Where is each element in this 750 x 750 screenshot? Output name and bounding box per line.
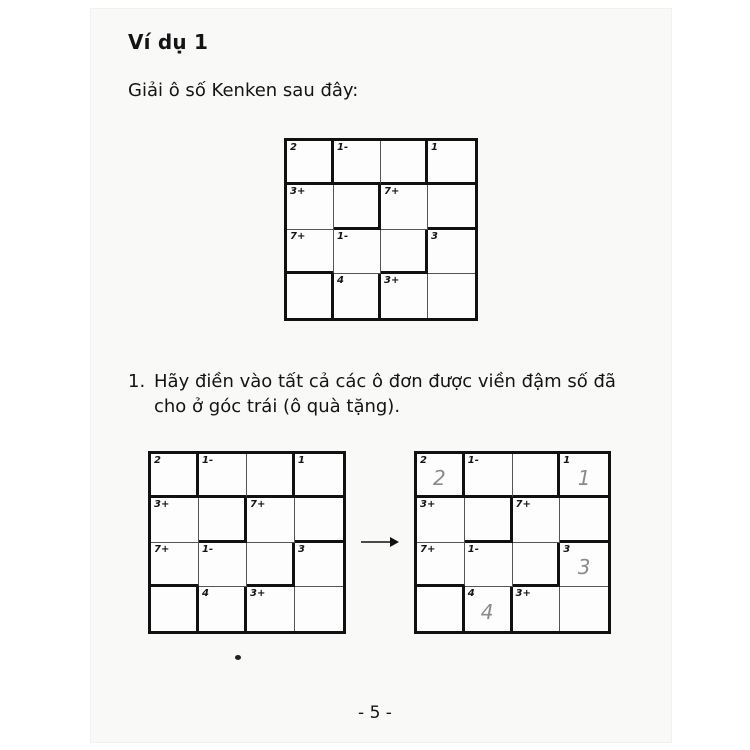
cage-clue: 3 <box>563 543 571 555</box>
grid-cell <box>428 185 475 229</box>
cage-clue: 7+ <box>250 499 266 511</box>
cage-clue: 7+ <box>154 543 170 555</box>
grid-cell <box>465 498 513 542</box>
cage-clue: 4 <box>202 587 209 599</box>
grid-cell <box>465 454 513 498</box>
grid-cell <box>151 543 199 587</box>
filled-digit <box>513 504 560 541</box>
grid-cell <box>287 274 334 318</box>
grid-cell <box>381 230 428 274</box>
grid-cell <box>334 274 381 318</box>
cage-clue: 3+ <box>290 186 306 198</box>
filled-digit <box>417 593 462 631</box>
grid-cell <box>334 230 381 274</box>
grid-cell <box>247 587 295 631</box>
grid-cell <box>199 454 247 498</box>
grid-cell <box>295 454 343 498</box>
grid-cell <box>287 185 334 229</box>
grid-cell <box>151 454 199 498</box>
cage-clue: 1- <box>467 455 479 466</box>
grid-cell <box>295 543 343 587</box>
cage-clue: 2 <box>290 142 297 153</box>
ink-dot <box>235 655 241 660</box>
grid-cell <box>428 230 475 274</box>
filled-digit: 2 <box>433 465 446 490</box>
grid-cell <box>513 498 561 542</box>
grid-cell <box>417 587 465 631</box>
cage-clue: 3 <box>431 230 438 242</box>
grid-cell <box>417 543 465 587</box>
grid-cell <box>428 141 475 185</box>
cage-clue: 3+ <box>250 587 266 599</box>
grid-cell <box>560 498 608 542</box>
cage-clue: 3+ <box>420 499 436 511</box>
page-number: - 5 - <box>358 703 392 723</box>
grid-cell <box>417 454 465 498</box>
right-arrow-icon <box>360 535 400 549</box>
cage-clue: 3 <box>298 543 305 555</box>
cage-clue: 1 <box>431 142 438 153</box>
grid-cell <box>381 141 428 185</box>
grid-cell <box>151 498 199 542</box>
filled-digit <box>560 593 608 631</box>
cage-clue: 3+ <box>384 274 400 286</box>
grid-cell <box>199 543 247 587</box>
grid-cell <box>513 543 561 587</box>
filled-digit <box>513 549 558 584</box>
kenken-puzzle-grid <box>284 138 478 321</box>
grid-cell <box>287 141 334 185</box>
filled-digit <box>465 549 512 586</box>
grid-cell <box>295 587 343 631</box>
cage-clue: 1- <box>337 142 349 153</box>
grid-cell <box>287 230 334 274</box>
step-instruction <box>128 369 648 419</box>
grid-cell <box>199 498 247 542</box>
intro-text: Giải ô số Kenken sau đây: <box>128 80 359 101</box>
filled-digit: 1 <box>577 465 591 490</box>
grid-cell <box>381 274 428 318</box>
grid-cell <box>247 543 295 587</box>
example-heading: Ví dụ 1 <box>128 30 209 54</box>
cage-clue: 2 <box>420 455 427 466</box>
cage-clue: 7+ <box>515 499 531 511</box>
cage-clue: 4 <box>467 587 475 599</box>
filled-digit: 3 <box>577 555 591 580</box>
grid-cell <box>199 587 247 631</box>
cage-clue: 1- <box>337 230 349 242</box>
grid-cell <box>513 454 561 498</box>
filled-digit <box>465 460 512 495</box>
cage-clue: 1 <box>298 455 305 466</box>
cage-clue: 7+ <box>420 543 436 555</box>
filled-digit <box>465 504 510 539</box>
cage-clue: 7+ <box>384 186 400 198</box>
grid-cell <box>417 498 465 542</box>
grid-cell <box>295 498 343 542</box>
grid-cell <box>465 587 513 631</box>
kenken-grid-before <box>148 451 346 634</box>
grid-cell <box>513 587 561 631</box>
cage-clue: 4 <box>337 274 344 286</box>
grid-cell <box>151 587 199 631</box>
cage-clue: 1- <box>202 455 214 466</box>
cage-clue: 3+ <box>154 499 170 511</box>
filled-digit <box>417 549 464 584</box>
step-number: 1. <box>128 371 146 392</box>
grid-cell <box>560 454 608 498</box>
grid-cell <box>560 587 608 631</box>
filled-digit <box>513 593 560 631</box>
filled-digit: 4 <box>480 599 494 624</box>
grid-cell <box>381 185 428 229</box>
step-text: Hãy điền vào tất cả các ô đơn được viền đậm số đã cho ở góc trái (ô quà tặng). <box>154 371 616 417</box>
grid-cell <box>334 185 381 229</box>
grid-cell <box>334 141 381 185</box>
grid-cell <box>247 498 295 542</box>
filled-digit <box>417 504 464 541</box>
cage-clue: 1 <box>563 455 571 466</box>
cage-clue: 7+ <box>290 230 306 242</box>
grid-cell <box>247 454 295 498</box>
filled-digit <box>560 504 608 539</box>
cage-clue: 2 <box>154 455 161 466</box>
cage-clue: 1- <box>202 543 214 555</box>
grid-cell <box>428 274 475 318</box>
grid-cell <box>465 543 513 587</box>
grid-cell <box>560 543 608 587</box>
cage-clue: 3+ <box>515 587 531 599</box>
cage-clue: 1- <box>467 543 479 555</box>
kenken-grid-after <box>414 451 611 634</box>
filled-digit <box>513 460 558 495</box>
